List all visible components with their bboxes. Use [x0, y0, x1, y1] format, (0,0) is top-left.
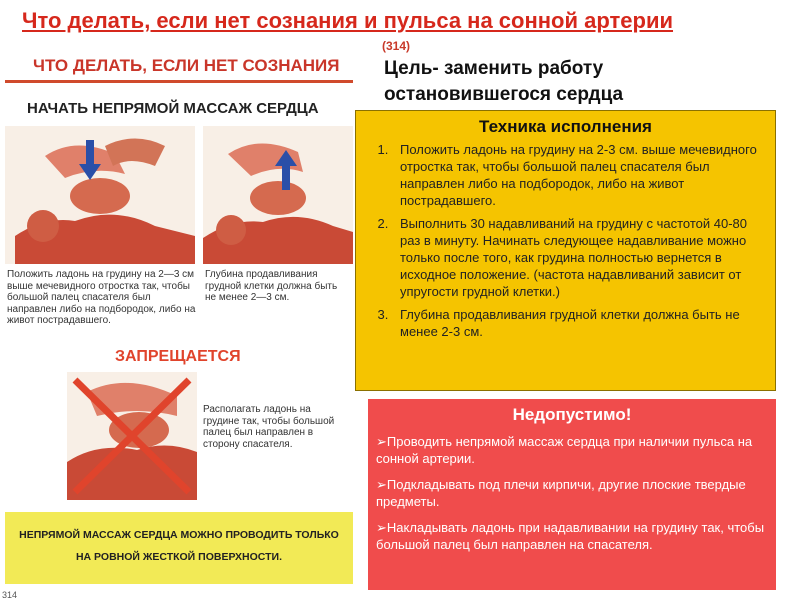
illustration-release-up [203, 126, 353, 264]
technique-heading: Техника исполнения [479, 117, 652, 136]
illustration-forbidden [67, 372, 197, 500]
warning-item: ➢Подкладывать под плечи кирпичи, другие плоские твердые предметы. [376, 477, 746, 509]
caption-forbidden: Располагать ладонь на грудине так, чтобы большой палец был направлен в сторону спасателя. [203, 404, 335, 450]
technique-item: 3. Глубина продавливания грудной клетки должна быть не менее 2-3 см. [392, 306, 767, 340]
first-aid-poster [5, 52, 353, 590]
technique-box [355, 110, 776, 391]
caption-hand-placement: Положить ладонь на грудину на 2—3 см выше мечевидного отростка так, чтобы большой палец спасателя был направлен либо на подбородок, либо на живот пострадавшего. [7, 269, 196, 326]
illustration-press-down [5, 126, 195, 264]
technique-item: 1. Положить ладонь на грудину на 2-3 см. выше мечевидного отростка так, чтобы большой палец спасателя был направлен либо на подбородок, либо на живот пострадавшего. [392, 141, 767, 209]
technique-list [356, 141, 775, 340]
arrow-down-icon [79, 140, 101, 180]
arrow-up-icon [275, 150, 297, 190]
surface-note-line2: НА РОВНОЙ ЖЕСТКОЙ ПОВЕРХНОСТИ. [75, 551, 283, 563]
arrow-bullet-icon: ➢ [376, 434, 387, 449]
warning-item: ➢Проводить непрямой массаж сердца при наличии пульса на сонной артерии. [376, 434, 753, 466]
warning-heading: Недопустимо! [512, 405, 632, 424]
poster-page-number: 314 [2, 590, 18, 600]
start-massage-heading: НАЧАТЬ НЕПРЯМОЙ МАССАЖ СЕРДЦА [27, 100, 319, 117]
poster-header [5, 52, 353, 83]
caption-compression-depth: Глубина продавливания грудной клетки должна быть не менее 2—3 см. [205, 269, 338, 303]
surface-note [5, 512, 353, 584]
arrow-bullet-icon: ➢ [376, 520, 387, 535]
poster-header-text: ЧТО ДЕЛАТЬ, ЕСЛИ НЕТ СОЗНАНИЯ [33, 56, 340, 75]
page-title: Что делать, если нет сознания и пульса на сонной артерии [22, 8, 674, 33]
page-reference: (314) [382, 39, 411, 53]
warning-item: ➢Накладывать ладонь при надавливании на грудину так, чтобы большой палец был направлен на спасателя. [376, 520, 765, 552]
arrow-bullet-icon: ➢ [376, 477, 387, 492]
warning-box [368, 399, 776, 590]
goal-statement: Цель- заменить работу остановившегося сердца [384, 58, 624, 105]
technique-item: 2. Выполнить 30 надавливаний на грудину с частотой 40-80 раз в минуту. Начинать следующее надавливание можно только после того, как грудина полностью вернется в исходное положение. (частота надавливаний зависит от упругости грудной клетки.) [392, 215, 767, 300]
forbidden-heading: ЗАПРЕЩАЕТСЯ [115, 348, 241, 365]
surface-note-line1: НЕПРЯМОЙ МАССАЖ СЕРДЦА МОЖНО ПРОВОДИТЬ ТОЛЬКО [19, 529, 339, 541]
cross-icon [67, 372, 197, 500]
